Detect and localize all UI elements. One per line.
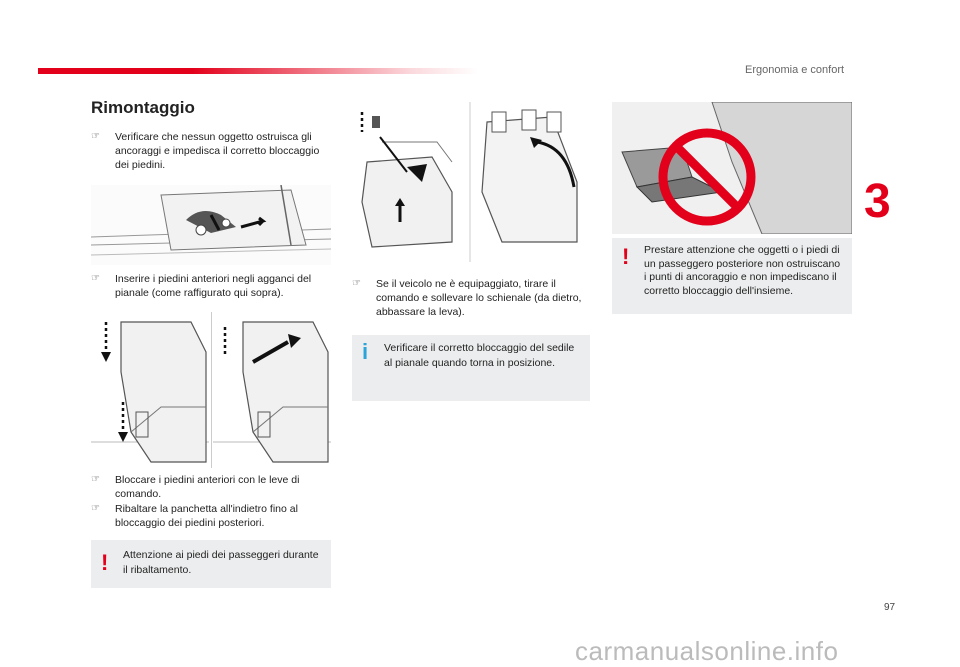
warning-box: [91, 540, 331, 588]
forbidden-foot-illustration: [612, 102, 852, 234]
watermark: carmanualsonline.info: [575, 636, 839, 666]
instruction-bullet-4: [91, 502, 331, 530]
seat-raise-illustration: [352, 102, 590, 262]
divider: [211, 312, 212, 468]
instruction-bullet-2: [91, 272, 331, 300]
anchor-illustration: [91, 185, 331, 265]
finger-pointer-icon: ☞: [91, 503, 100, 514]
instruction-text: Inserire i piedini anteriori negli agganci del pianale (come raffigurato qui sopra).: [115, 273, 312, 299]
exclamation-icon: !: [622, 244, 630, 269]
instruction-text: Verificare che nessun oggetto ostruisca gli ancoraggi e impedisca il corretto bloccaggio dei piedini.: [115, 131, 320, 171]
info-text: Verificare il corretto bloccaggio del sedile al pianale quando torna in posizione.: [384, 342, 575, 369]
warning-text: Prestare attenzione che oggetti o i piedi di un passeggero posteriore non ostruiscano i punti di ancoraggio e non impediscano il corretto bloccaggio dell'insieme.: [644, 244, 841, 297]
instruction-bullet-3: [91, 473, 331, 501]
bench-illustration-left: [91, 312, 209, 468]
finger-pointer-icon: ☞: [352, 278, 361, 289]
bench-illustration-right: [213, 312, 331, 468]
section-title: Ergonomia e confort: [745, 64, 845, 76]
info-icon: i: [362, 339, 369, 364]
warning-box: [612, 238, 852, 314]
info-box: [352, 335, 590, 401]
warning-text: Attenzione ai piedi dei passeggeri durante il ribaltamento.: [123, 549, 319, 576]
instruction-bullet-1: [91, 130, 331, 172]
page-title: Rimontaggio: [91, 98, 195, 117]
instruction-bullet-5: [352, 277, 590, 319]
page-number: 97: [884, 602, 896, 613]
instruction-text: Ribaltare la panchetta all'indietro fino al bloccaggio dei piedini posteriori.: [115, 503, 298, 529]
finger-pointer-icon: ☞: [91, 273, 100, 284]
finger-pointer-icon: ☞: [91, 131, 100, 142]
finger-pointer-icon: ☞: [91, 474, 100, 485]
exclamation-icon: !: [101, 550, 109, 575]
chapter-number: 3: [864, 175, 891, 228]
instruction-text: Se il veicolo ne è equipaggiato, tirare il comando e sollevare lo schienale (da dietro, abbassare la leva).: [376, 278, 582, 318]
header-red-bar: [38, 68, 478, 74]
instruction-text: Bloccare i piedini anteriori con le leve di comando.: [115, 474, 300, 500]
